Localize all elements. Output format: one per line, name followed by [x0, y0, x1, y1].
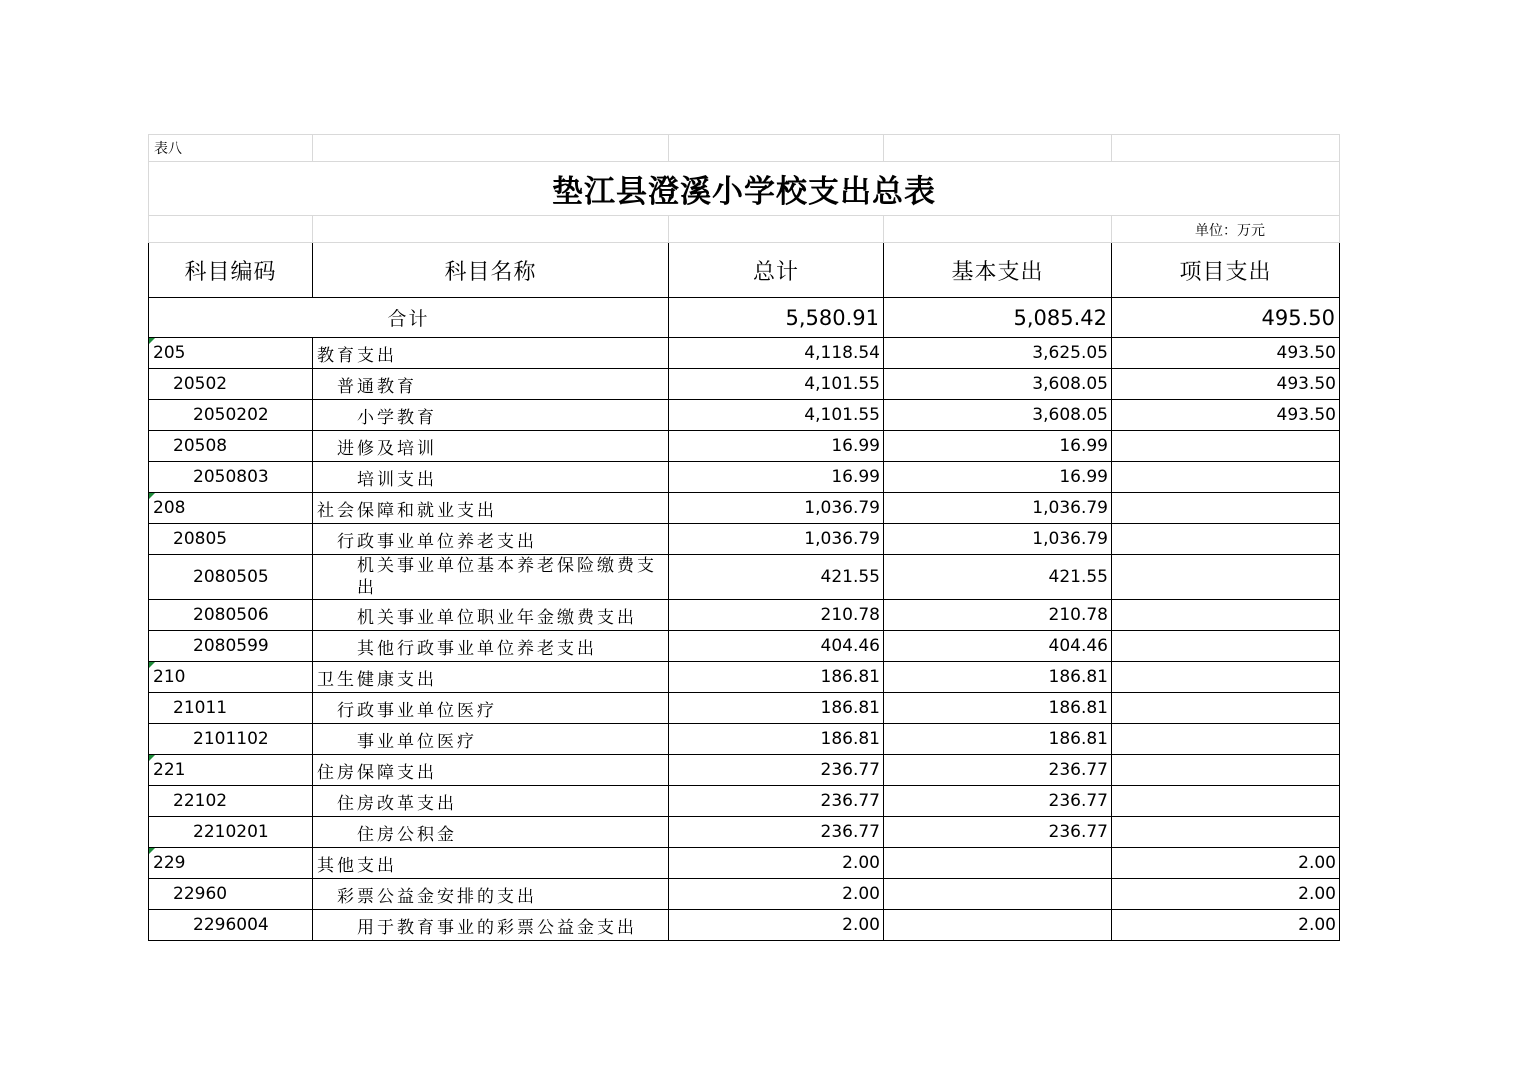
cell-name[interactable]: 培训支出: [313, 462, 669, 493]
cell-basic[interactable]: [884, 910, 1112, 941]
title-row: [149, 162, 1340, 216]
cell-code[interactable]: 2080506: [149, 600, 313, 631]
cell-name[interactable]: 行政事业单位养老支出: [313, 524, 669, 555]
cell-code[interactable]: 205: [149, 338, 313, 369]
cell-code[interactable]: 20508: [149, 431, 313, 462]
cell-name[interactable]: 其他行政事业单位养老支出: [313, 631, 669, 662]
cell-code[interactable]: 20805: [149, 524, 313, 555]
cell-basic[interactable]: [884, 848, 1112, 879]
cell-project[interactable]: [1112, 600, 1340, 631]
header-name[interactable]: 科目名称: [313, 243, 669, 298]
cell-project[interactable]: [1112, 693, 1340, 724]
cell-total[interactable]: 4,101.55: [669, 369, 884, 400]
cell-basic[interactable]: 421.55: [884, 555, 1112, 600]
cell-project[interactable]: 2.00: [1112, 910, 1340, 941]
unit-row: [149, 216, 1340, 243]
cell-name[interactable]: 行政事业单位医疗: [313, 693, 669, 724]
total-project[interactable]: 495.50: [1112, 298, 1340, 338]
cell-total[interactable]: 186.81: [669, 693, 884, 724]
cell-name[interactable]: 小学教育: [313, 400, 669, 431]
table-row: [149, 693, 1340, 724]
cell-code[interactable]: 2080599: [149, 631, 313, 662]
cell-basic[interactable]: 186.81: [884, 693, 1112, 724]
empty-cell[interactable]: [1112, 135, 1340, 162]
expenditure-table: [148, 134, 1340, 941]
cell-project[interactable]: [1112, 631, 1340, 662]
cell-name[interactable]: 卫生健康支出: [313, 662, 669, 693]
table-row: [149, 338, 1340, 369]
cell-name[interactable]: 普通教育: [313, 369, 669, 400]
cell-code[interactable]: 2050202: [149, 400, 313, 431]
cell-basic[interactable]: 186.81: [884, 724, 1112, 755]
table-row: [149, 600, 1340, 631]
header-project[interactable]: 项目支出: [1112, 243, 1340, 298]
cell-total[interactable]: 16.99: [669, 462, 884, 493]
sheet-label-row: [149, 135, 1340, 162]
table-row: [149, 524, 1340, 555]
cell-basic[interactable]: 210.78: [884, 600, 1112, 631]
cell-project[interactable]: [1112, 431, 1340, 462]
cell-project[interactable]: 2.00: [1112, 848, 1340, 879]
cell-basic[interactable]: 3,608.05: [884, 369, 1112, 400]
cell-total[interactable]: 210.78: [669, 600, 884, 631]
cell-name[interactable]: 住房保障支出: [313, 755, 669, 786]
cell-total[interactable]: 404.46: [669, 631, 884, 662]
cell-total[interactable]: 2.00: [669, 848, 884, 879]
page-title[interactable]: 垫江县澄溪小学校支出总表: [149, 162, 1340, 216]
cell-code[interactable]: 22102: [149, 786, 313, 817]
table-row: [149, 631, 1340, 662]
cell-total[interactable]: 186.81: [669, 724, 884, 755]
table-row: [149, 662, 1340, 693]
cell-name[interactable]: 彩票公益金安排的支出: [313, 879, 669, 910]
sheet-label[interactable]: 表八: [149, 135, 313, 162]
cell-basic[interactable]: 16.99: [884, 462, 1112, 493]
empty-cell[interactable]: [669, 216, 884, 243]
cell-basic[interactable]: [884, 879, 1112, 910]
cell-project[interactable]: [1112, 524, 1340, 555]
cell-total[interactable]: 4,101.55: [669, 400, 884, 431]
header-total[interactable]: 总计: [669, 243, 884, 298]
table-row: [149, 493, 1340, 524]
empty-cell[interactable]: [669, 135, 884, 162]
cell-basic[interactable]: 3,608.05: [884, 400, 1112, 431]
cell-total[interactable]: 2.00: [669, 879, 884, 910]
table-row: [149, 369, 1340, 400]
cell-project[interactable]: [1112, 662, 1340, 693]
table-row: [149, 400, 1340, 431]
cell-total[interactable]: 1,036.79: [669, 493, 884, 524]
cell-basic[interactable]: 16.99: [884, 431, 1112, 462]
table-row: [149, 724, 1340, 755]
cell-name[interactable]: 进修及培训: [313, 431, 669, 462]
cell-project[interactable]: [1112, 786, 1340, 817]
cell-project[interactable]: 493.50: [1112, 369, 1340, 400]
cell-total[interactable]: 236.77: [669, 786, 884, 817]
cell-total[interactable]: 236.77: [669, 755, 884, 786]
cell-basic[interactable]: 1,036.79: [884, 524, 1112, 555]
cell-project[interactable]: [1112, 755, 1340, 786]
cell-total[interactable]: 1,036.79: [669, 524, 884, 555]
cell-name[interactable]: 用于教育事业的彩票公益金支出: [313, 910, 669, 941]
cell-code[interactable]: 221: [149, 755, 313, 786]
cell-project[interactable]: 493.50: [1112, 338, 1340, 369]
cell-basic[interactable]: 236.77: [884, 786, 1112, 817]
cell-name[interactable]: 住房改革支出: [313, 786, 669, 817]
cell-code[interactable]: 2296004: [149, 910, 313, 941]
total-row: [149, 298, 1340, 338]
cell-code[interactable]: 22960: [149, 879, 313, 910]
cell-basic[interactable]: 1,036.79: [884, 493, 1112, 524]
cell-name[interactable]: 住房公积金: [313, 817, 669, 848]
table-row: [149, 555, 1340, 600]
cell-code[interactable]: 2080505: [149, 555, 313, 600]
cell-project[interactable]: [1112, 555, 1340, 600]
cell-project[interactable]: 493.50: [1112, 400, 1340, 431]
cell-basic[interactable]: 236.77: [884, 755, 1112, 786]
cell-project[interactable]: [1112, 817, 1340, 848]
table-row: [149, 910, 1340, 941]
header-basic[interactable]: 基本支出: [884, 243, 1112, 298]
cell-total[interactable]: 186.81: [669, 662, 884, 693]
cell-code[interactable]: 2210201: [149, 817, 313, 848]
empty-cell[interactable]: [884, 135, 1112, 162]
cell-code[interactable]: 20502: [149, 369, 313, 400]
header-row: [149, 243, 1340, 298]
cell-basic[interactable]: 236.77: [884, 817, 1112, 848]
cell-project[interactable]: [1112, 462, 1340, 493]
empty-cell[interactable]: [884, 216, 1112, 243]
total-label[interactable]: 合计: [149, 298, 669, 338]
table-row: [149, 462, 1340, 493]
empty-cell[interactable]: [149, 216, 313, 243]
empty-cell[interactable]: [313, 135, 669, 162]
cell-total[interactable]: 2.00: [669, 910, 884, 941]
table-row: [149, 431, 1340, 462]
cell-name[interactable]: 机关事业单位基本养老保险缴费支出: [313, 555, 669, 600]
cell-project[interactable]: [1112, 724, 1340, 755]
cell-code[interactable]: 229: [149, 848, 313, 879]
table-row: [149, 817, 1340, 848]
header-code[interactable]: 科目编码: [149, 243, 313, 298]
cell-total[interactable]: 236.77: [669, 817, 884, 848]
total-total[interactable]: 5,580.91: [669, 298, 884, 338]
cell-total[interactable]: 421.55: [669, 555, 884, 600]
cell-name[interactable]: 教育支出: [313, 338, 669, 369]
empty-cell[interactable]: [313, 216, 669, 243]
cell-total[interactable]: 4,118.54: [669, 338, 884, 369]
cell-name[interactable]: 事业单位医疗: [313, 724, 669, 755]
cell-name[interactable]: 社会保障和就业支出: [313, 493, 669, 524]
unit-label[interactable]: 单位：万元: [1112, 216, 1340, 243]
table-row: [149, 786, 1340, 817]
total-basic[interactable]: 5,085.42: [884, 298, 1112, 338]
cell-name[interactable]: 机关事业单位职业年金缴费支出: [313, 600, 669, 631]
cell-project[interactable]: [1112, 493, 1340, 524]
table-row: [149, 848, 1340, 879]
cell-project[interactable]: 2.00: [1112, 879, 1340, 910]
cell-code[interactable]: 2050803: [149, 462, 313, 493]
cell-code[interactable]: 208: [149, 493, 313, 524]
cell-basic[interactable]: 404.46: [884, 631, 1112, 662]
cell-code[interactable]: 21011: [149, 693, 313, 724]
cell-name[interactable]: 其他支出: [313, 848, 669, 879]
table-row: [149, 755, 1340, 786]
cell-code[interactable]: 210: [149, 662, 313, 693]
cell-total[interactable]: 16.99: [669, 431, 884, 462]
table-row: [149, 879, 1340, 910]
cell-code[interactable]: 2101102: [149, 724, 313, 755]
cell-basic[interactable]: 186.81: [884, 662, 1112, 693]
cell-basic[interactable]: 3,625.05: [884, 338, 1112, 369]
